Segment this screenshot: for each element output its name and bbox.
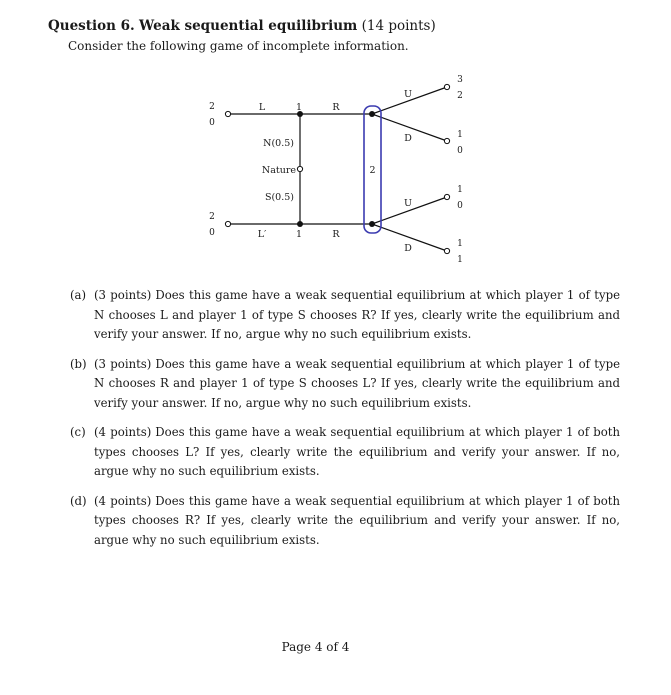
terminal-lower-U [444,194,449,199]
payoff-lower-U-p2: 0 [457,201,463,211]
player1-label-top: 1 [295,102,303,113]
payoff-upper-U-p1: 3 [457,75,463,85]
question-title: Weak sequential equilibrium [139,18,358,34]
payoff-top-left-p2: 0 [209,118,215,128]
type-N-label: N(0.5) [263,138,294,149]
action-U-upper: U [403,89,413,100]
terminal-upper-U [444,84,449,89]
question-number: Question 6. [48,18,135,34]
page-number: Page 4 of 4 [281,640,350,654]
terminal-bottom-left [225,221,230,226]
nature-label: Nature [261,165,296,176]
player2-node-upper [369,111,375,117]
payoff-lower-D-p2: 1 [457,255,463,265]
action-U-lower: U [403,198,413,209]
part-text: Does this game have a weak sequential equilibrium at which player 1 of type N chooses L and player 1 of type S chooses R? If yes, clearly write the equilibrium and verify your answer. If no, argue why no such equilibrium exists. [94,288,621,341]
part-points: (4 points) [94,493,152,508]
part-text: Does this game have a weak sequential equilibrium at which player 1 of both types chooses L? If yes, clearly write the equilibrium and verify your answer. If no, argue why no such equilibrium exists. [94,425,620,478]
part-points: (4 points) [94,425,152,439]
action-R-top: R [332,102,340,113]
part-label: (a) [70,288,87,302]
payoff-upper-D-p1: 1 [457,130,463,140]
terminal-lower-D [444,248,449,253]
payoff-lower-U-p1: 1 [457,185,463,195]
part-a [70,286,620,345]
player2-node-lower [369,221,375,227]
question-parts [70,286,620,560]
player1-node-bottom [297,221,303,227]
part-label: (d) [70,493,87,508]
part-points: (3 points) [94,288,152,302]
payoff-bottom-left-p1: 2 [209,212,215,222]
part-text: Does this game have a weak sequential equilibrium at which player 1 of type N chooses R and player 1 of type S chooses L? If yes, clearly write the equilibrium and verify your answer. If no, argue why no such equilibrium exists. [94,356,621,410]
part-label: (c) [70,425,86,439]
part-points: (3 points) [94,356,152,371]
payoff-upper-D-p2: 0 [457,146,463,156]
question-intro: Consider the following game of incomplete information. [68,39,409,53]
action-L: L [258,102,266,113]
action-R-bottom: R [332,229,340,240]
part-d [70,492,620,551]
player1-label-bottom: 1 [295,229,303,240]
action-L-prime: L′ [257,229,267,240]
nature-node [297,166,302,171]
game-tree [0,0,671,280]
payoff-top-left-p1: 2 [209,102,215,112]
part-c [70,423,620,482]
part-label: (b) [70,356,87,371]
player2-label: 2 [369,165,376,176]
payoff-bottom-left-p2: 0 [209,228,215,238]
terminal-upper-D [444,138,449,143]
action-D-upper: D [404,133,412,144]
type-S-label: S(0.5) [264,192,294,203]
part-b [70,355,620,414]
payoff-upper-U-p2: 2 [457,91,463,101]
terminal-top-left [225,111,230,116]
payoff-lower-D-p1: 1 [457,239,463,249]
action-D-lower: D [404,243,412,254]
question-points: (14 points) [361,18,436,34]
part-text: Does this game have a weak sequential equilibrium at which player 1 of both types chooses R? If yes, clearly write the equilibrium and verify your answer. If no, argue why no such equilibrium exists. [94,493,620,547]
